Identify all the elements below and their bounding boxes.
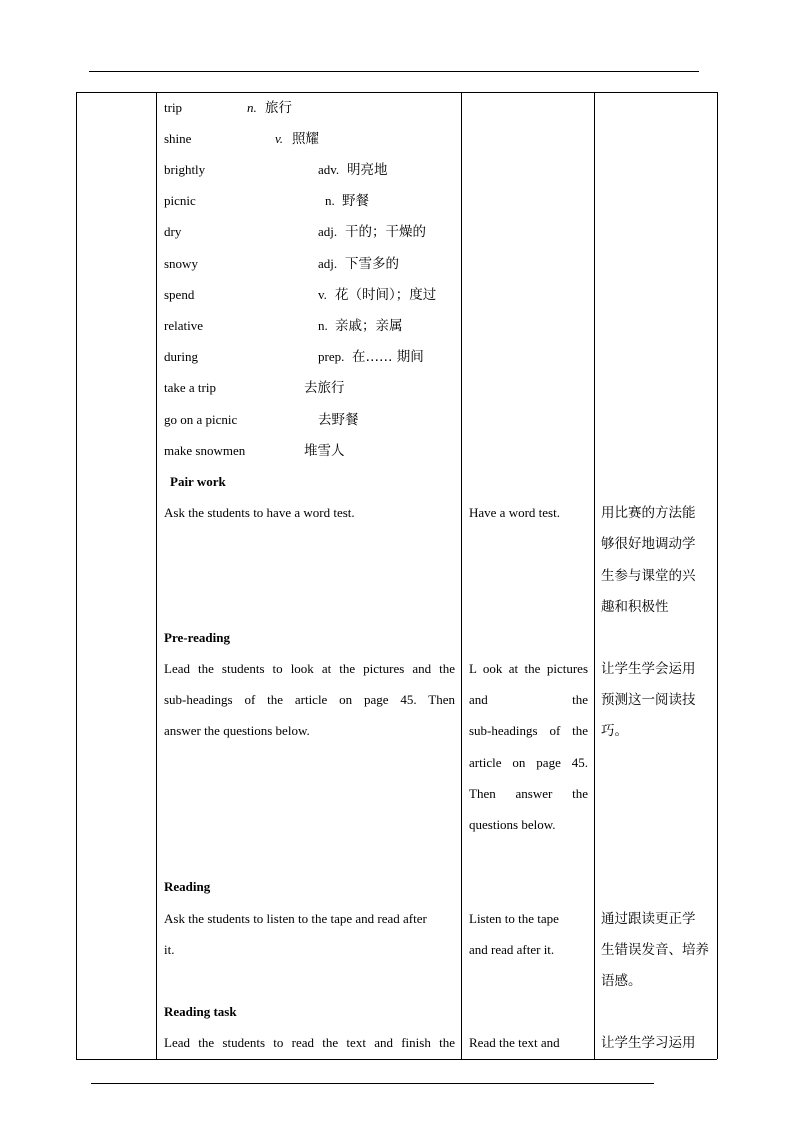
vocab-pos: v. [275,131,284,146]
vocab-meaning: 明亮地 [347,162,388,178]
purpose-line: 通过跟读更正学 [601,911,696,927]
column-divider [594,92,595,1059]
vocab-meaning: 干的；干燥的 [345,224,426,240]
purpose-line: 让学生学会运用 [601,661,696,677]
purpose-line: 够很好地调动学 [601,536,696,552]
purpose-line: 让学生学习运用 [601,1035,696,1051]
phrase-text: make snowmen [164,443,246,458]
vocab-pos: adv. [318,162,340,177]
purpose-line: 趣和积极性 [601,599,669,615]
student-activity-line: and read after it. [469,942,555,957]
phrase-meaning: 去旅行 [304,380,345,396]
table-top-border [76,92,717,93]
vocab-word: spend [164,287,195,302]
vocab-pos: adj. [318,256,338,271]
purpose-line: 语感。 [601,973,642,989]
vocab-pos: prep. [318,349,345,364]
vocab-word: picnic [164,193,196,208]
purpose-line: 用比赛的方法能 [601,505,696,521]
student-activity-line: Then answer the [469,786,588,801]
vocab-meaning: 亲戚；亲属 [335,318,403,334]
student-activity-line: questions below. [469,817,556,832]
teacher-activity-line: Lead the students to read the text and finish the [164,1035,455,1050]
teacher-activity-line: Ask the students to listen to the tape and read after [164,911,427,926]
vocab-pos: n. [247,100,257,115]
phrase-text: go on a picnic [164,412,238,427]
teacher-activity: Ask the students to have a word test. [164,505,355,520]
column-divider [156,92,157,1059]
student-activity-line: and the [469,692,588,707]
vocab-meaning: 野餐 [342,193,369,209]
vocab-pos: n. [325,193,335,208]
teacher-activity-line: it. [164,942,175,957]
vocab-meaning: 照耀 [292,131,319,147]
vocab-meaning: 在…… 期间 [352,349,424,365]
vocab-word: shine [164,131,192,146]
vocab-pos: v. [318,287,327,302]
section-heading: Reading [164,879,211,894]
student-activity-line: L ook at the pictures [469,661,588,676]
vocab-word: relative [164,318,203,333]
vocab-word: during [164,349,198,364]
purpose-line: 生错误发音、培养 [601,942,709,958]
table-left-border [76,92,77,1059]
section-heading: Reading task [164,1004,237,1019]
vocab-word: dry [164,224,182,239]
table-right-border [717,92,718,1059]
vocab-meaning: 下雪多的 [345,256,399,272]
purpose-line: 预测这一阅读技 [601,692,696,708]
student-activity-line: Read the text and [469,1035,560,1050]
teacher-activity-line: Lead the students to look at the pictures and the [164,661,455,676]
phrase-meaning: 堆雪人 [304,443,345,459]
footer-rule [91,1083,654,1084]
vocab-pos: adj. [318,224,338,239]
vocab-pos: n. [318,318,328,333]
student-activity-line: Listen to the tape [469,911,559,926]
column-divider [461,92,462,1059]
vocab-word: snowy [164,256,198,271]
purpose-line: 生参与课堂的兴 [601,568,696,584]
section-heading: Pair work [170,474,226,489]
student-activity-line: sub-headings of the [469,723,588,738]
header-rule [89,71,699,72]
vocab-meaning: 花（时间）；度过 [335,287,437,303]
teacher-activity-line: sub-headings of the article on page 45. Then [164,692,455,707]
section-heading: Pre-reading [164,630,230,645]
phrase-text: take a trip [164,380,216,395]
student-activity-line: article on page 45. [469,755,588,770]
phrase-meaning: 去野餐 [318,412,359,428]
purpose-line: 巧。 [601,723,628,739]
teacher-activity-line: answer the questions below. [164,723,310,738]
vocab-word: trip [164,100,183,115]
vocab-word: brightly [164,162,206,177]
vocab-meaning: 旅行 [265,100,292,116]
table-bottom-border [76,1059,717,1060]
student-activity: Have a word test. [469,505,560,520]
